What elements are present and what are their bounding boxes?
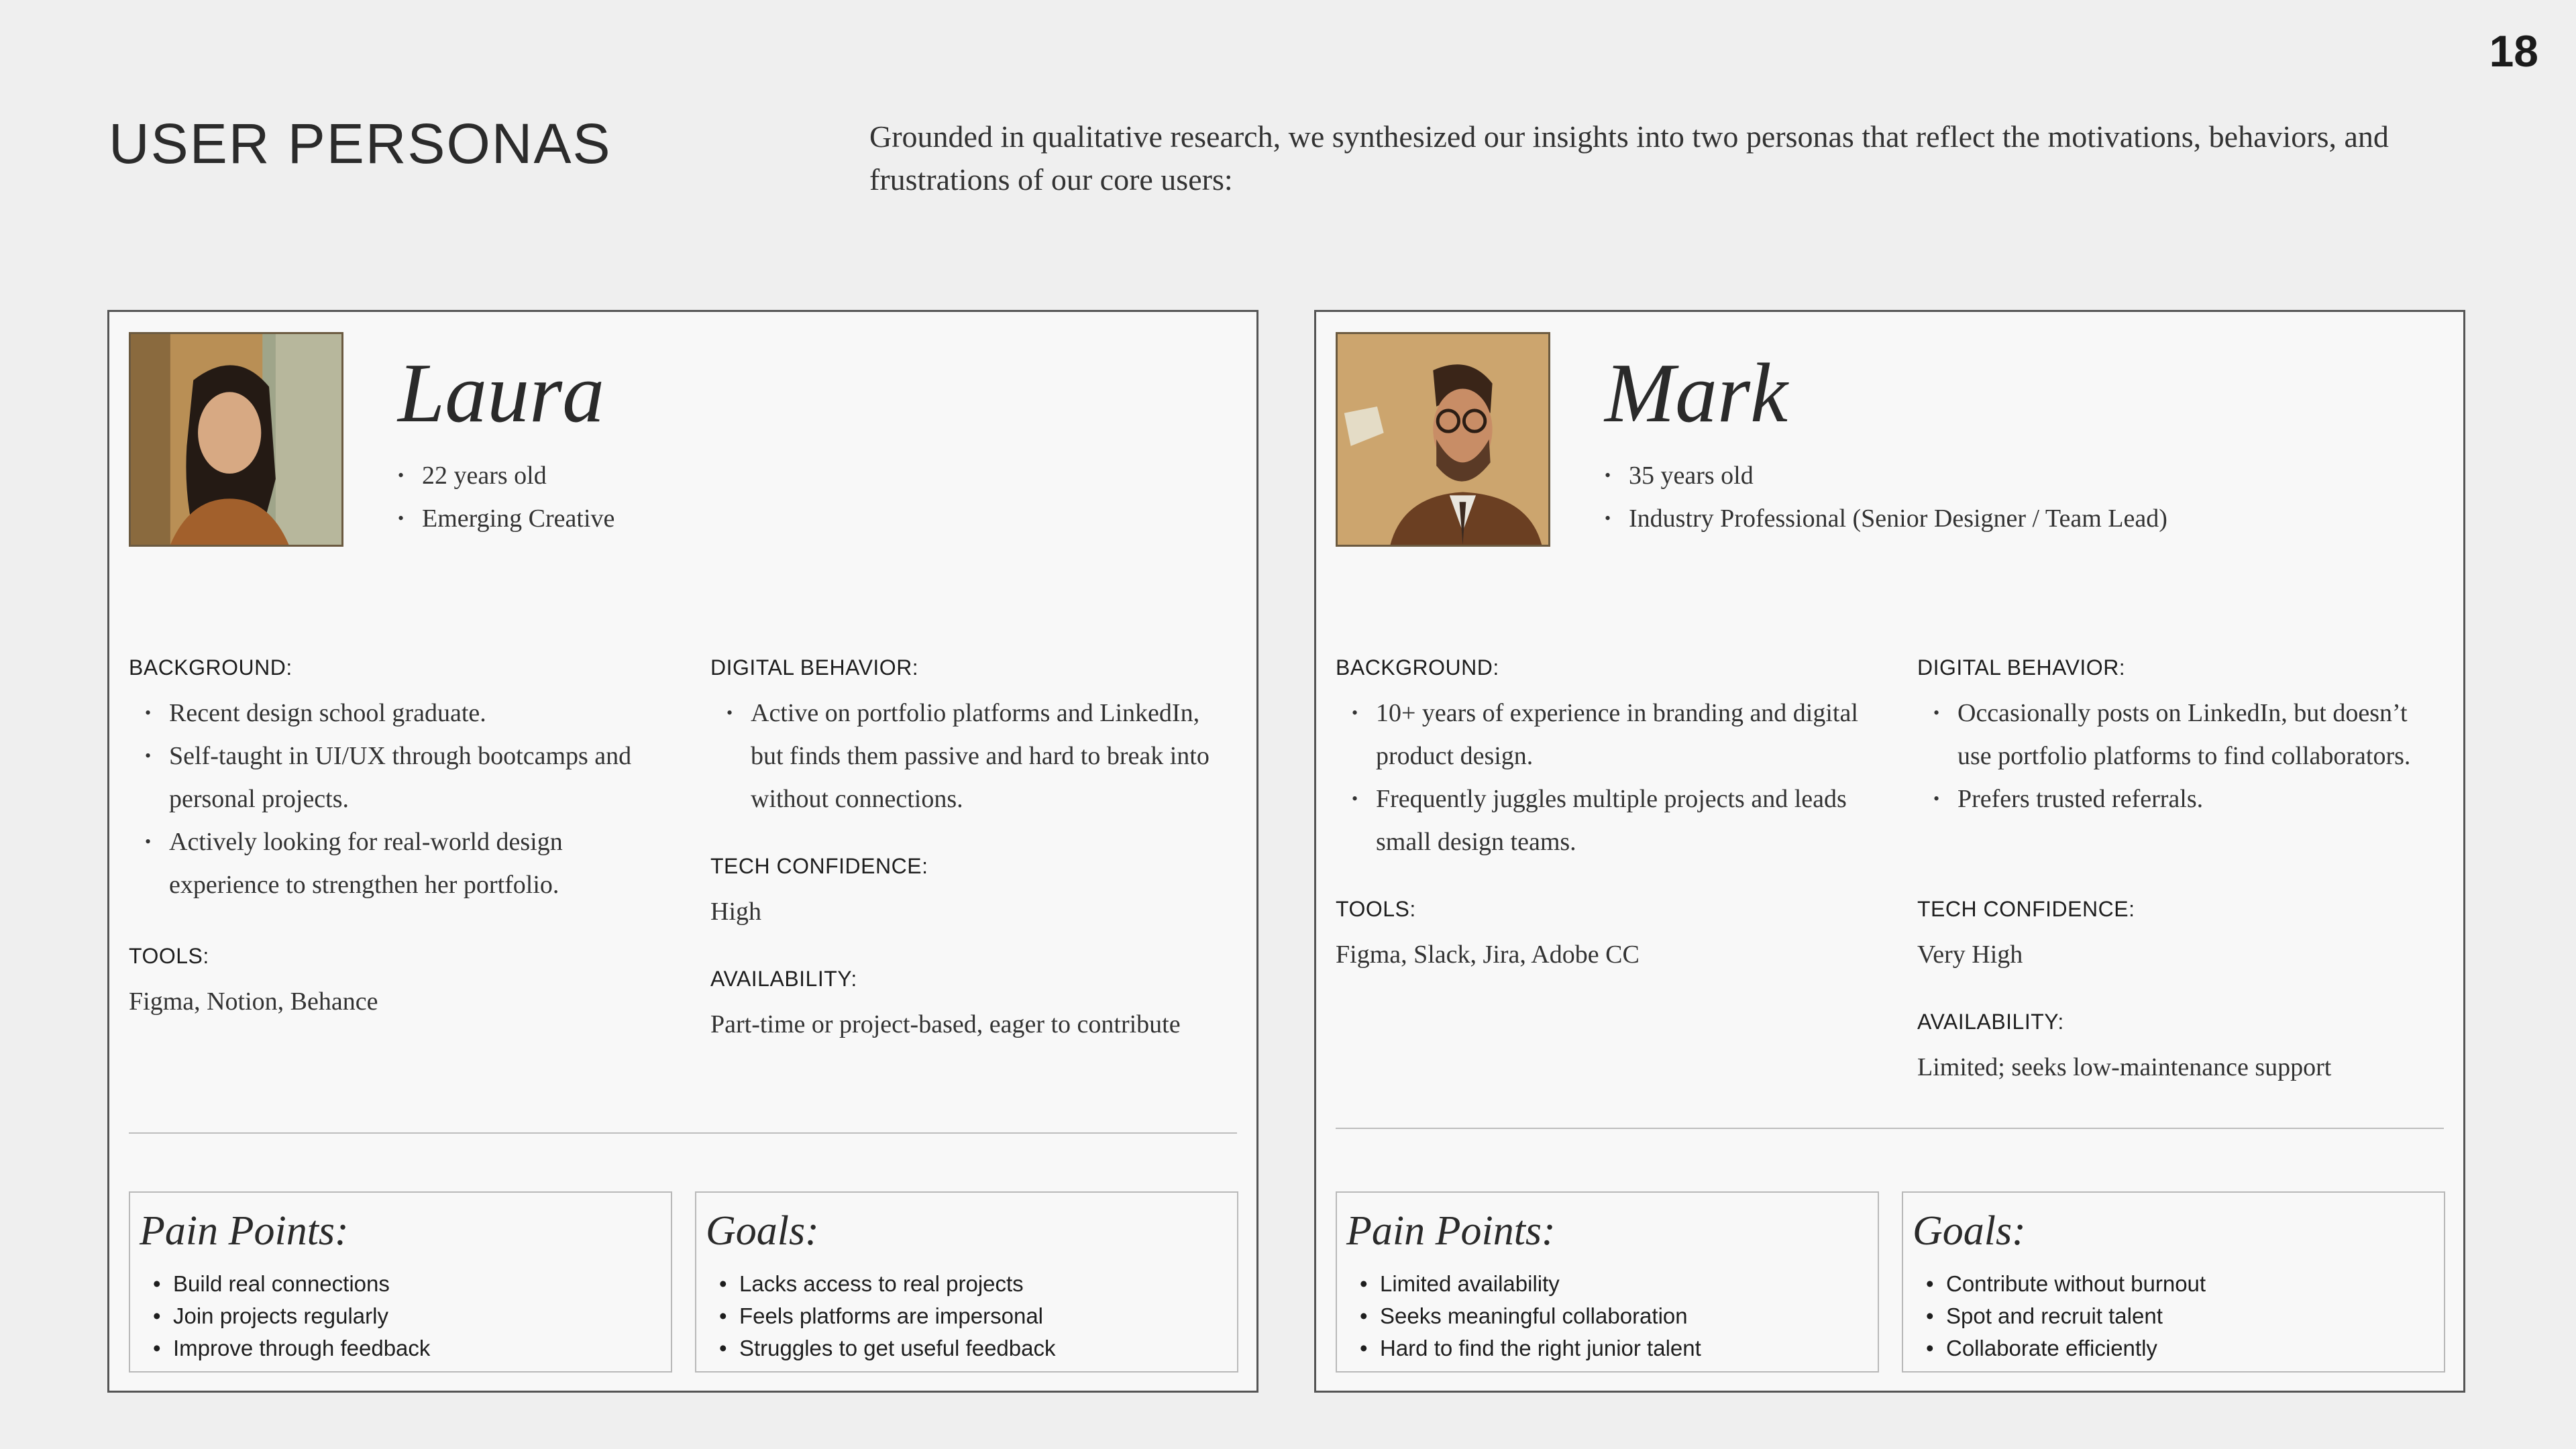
tools-section xyxy=(129,943,652,1023)
background-item: • 10+ years of experience in branding and digital product design. xyxy=(1336,692,1859,777)
divider xyxy=(129,1132,1237,1134)
background-label: BACKGROUND: xyxy=(129,655,292,680)
persona-name: Mark xyxy=(1605,347,1788,440)
digital-behavior-label: DIGITAL BEHAVIOR: xyxy=(710,655,919,680)
persona-facts xyxy=(398,454,614,540)
tech-confidence-section xyxy=(1917,896,2440,976)
goal-item: • Lacks access to real projects xyxy=(716,1268,1055,1300)
persona-facts xyxy=(1605,454,2167,540)
pain-points-title: Pain Points: xyxy=(1346,1208,1556,1254)
pain-point-item: • Improve through feedback xyxy=(150,1332,430,1364)
digital-behavior-item: • Active on portfolio platforms and LinkedIn, but finds them passive and hard to break into without connections. xyxy=(710,692,1234,820)
availability-label: AVAILABILITY: xyxy=(1917,1010,2064,1034)
digital-behavior-section xyxy=(710,654,1234,820)
persona-photo-laura xyxy=(129,332,343,547)
divider xyxy=(1336,1128,2444,1129)
tools-value: Figma, Slack, Jira, Adobe CC xyxy=(1336,941,1640,969)
background-section xyxy=(1336,654,1859,863)
persona-fact: • Industry Professional (Senior Designer / Team Lead) xyxy=(1605,497,2167,540)
pain-point-item: • Limited availability xyxy=(1357,1268,1701,1300)
tech-confidence-label: TECH CONFIDENCE: xyxy=(1917,897,2135,921)
intro-text: Grounded in qualitative research, we synthesized our insights into two personas that reflect the motivations, behaviors, and frustrations of our core users: xyxy=(869,119,2389,197)
digital-behavior-section xyxy=(1917,654,2440,820)
goal-item: • Feels platforms are impersonal xyxy=(716,1300,1055,1332)
digital-behavior-label: DIGITAL BEHAVIOR: xyxy=(1917,655,2126,680)
digital-behavior-item: • Prefers trusted referrals. xyxy=(1917,777,2440,820)
persona-name: Laura xyxy=(398,347,605,440)
background-item: • Actively looking for real-world design experience to strengthen her portfolio. xyxy=(129,820,652,906)
tech-confidence-value: High xyxy=(710,898,761,926)
persona-fact: • 22 years old xyxy=(398,454,614,497)
persona-fact: • 35 years old xyxy=(1605,454,2167,497)
goal-item: • Collaborate efficiently xyxy=(1923,1332,2206,1364)
tools-section xyxy=(1336,896,1859,976)
background-item: • Self-taught in UI/UX through bootcamps and personal projects. xyxy=(129,735,652,820)
availability-value: Limited; seeks low-maintenance support xyxy=(1917,1053,2332,1081)
pain-points-box xyxy=(1336,1191,1879,1373)
goal-item: • Contribute without burnout xyxy=(1923,1268,2206,1300)
page-title: USER PERSONAS xyxy=(109,112,612,175)
persona-photo-mark xyxy=(1336,332,1550,547)
page-number: 18 xyxy=(2489,26,2538,76)
tech-confidence-value: Very High xyxy=(1917,941,2023,969)
tech-confidence-label: TECH CONFIDENCE: xyxy=(710,854,928,878)
goals-box xyxy=(695,1191,1238,1373)
pain-point-item: • Seeks meaningful collaboration xyxy=(1357,1300,1701,1332)
background-item: • Recent design school graduate. xyxy=(129,692,652,735)
tech-confidence-section xyxy=(710,853,1234,933)
goal-item: • Struggles to get useful feedback xyxy=(716,1332,1055,1364)
pain-point-item: • Build real connections xyxy=(150,1268,430,1300)
availability-value: Part-time or project-based, eager to contribute xyxy=(710,1010,1181,1038)
availability-section xyxy=(710,965,1234,1046)
tools-label: TOOLS: xyxy=(1336,897,1416,921)
availability-label: AVAILABILITY: xyxy=(710,967,857,991)
pain-point-item: • Hard to find the right junior talent xyxy=(1357,1332,1701,1364)
goals-title: Goals: xyxy=(1913,1208,2026,1254)
background-section xyxy=(129,654,652,906)
availability-section xyxy=(1917,1008,2440,1089)
pain-points-title: Pain Points: xyxy=(140,1208,349,1254)
goal-item: • Spot and recruit talent xyxy=(1923,1300,2206,1332)
background-item: • Frequently juggles multiple projects and leads small design teams. xyxy=(1336,777,1859,863)
persona-card-laura xyxy=(107,310,1258,1393)
background-label: BACKGROUND: xyxy=(1336,655,1499,680)
tools-label: TOOLS: xyxy=(129,944,209,968)
pain-points-box xyxy=(129,1191,672,1373)
digital-behavior-item: • Occasionally posts on LinkedIn, but doesn’t use portfolio platforms to find collaborators. xyxy=(1917,692,2440,777)
pain-point-item: • Join projects regularly xyxy=(150,1300,430,1332)
persona-card-mark xyxy=(1314,310,2465,1393)
goals-title: Goals: xyxy=(706,1208,819,1254)
tools-value: Figma, Notion, Behance xyxy=(129,987,378,1016)
persona-fact: • Emerging Creative xyxy=(398,497,614,540)
goals-box xyxy=(1902,1191,2445,1373)
